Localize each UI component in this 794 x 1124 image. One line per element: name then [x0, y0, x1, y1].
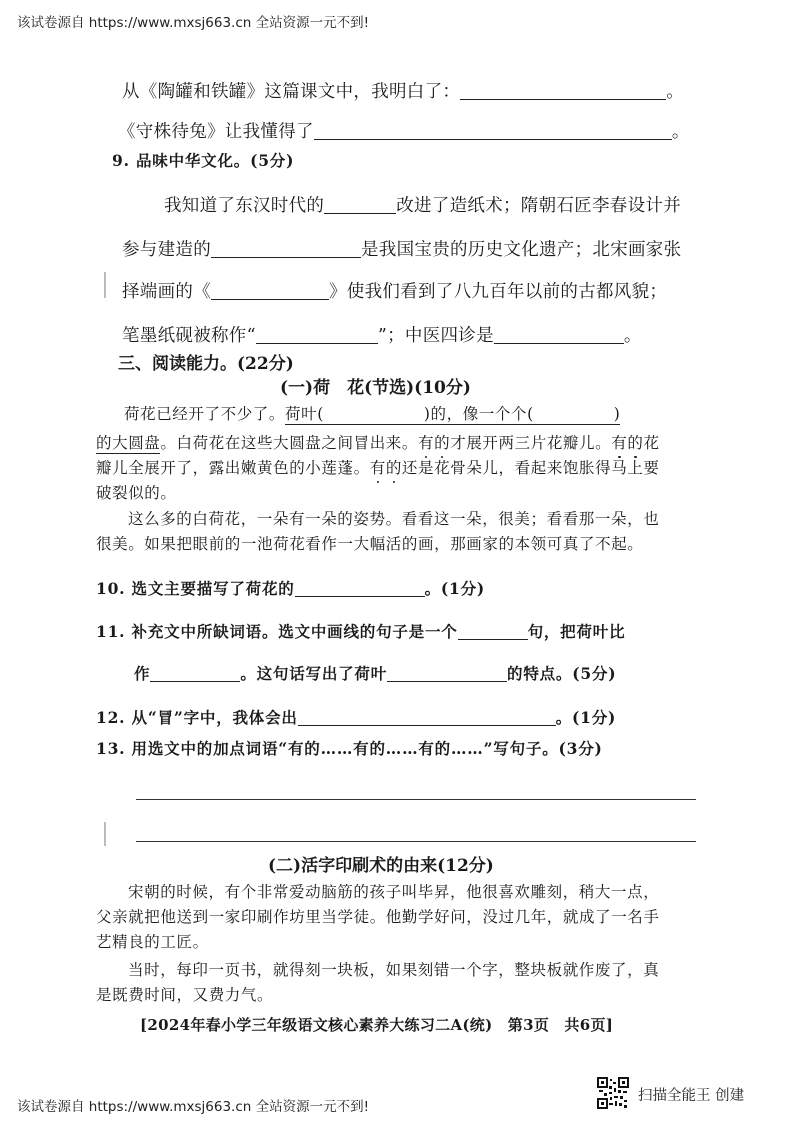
header-watermark: 该试卷源自 https://www.mxsj663.cn 全站资源一元不到! — [17, 15, 370, 31]
passage-1-line-3: 瓣儿全展开了，露出嫩黄色的小莲蓬。有的还是花骨朵儿，看起来饱胀得马上要 — [96, 456, 660, 478]
section-3-title: 三、阅读能力。(22分) — [118, 354, 294, 374]
passage-2-title: (二)活字印刷术的由来(12分) — [268, 856, 494, 876]
answer-blank[interactable] — [211, 240, 361, 259]
passage-1-title: (一)荷 花(节选)(10分) — [280, 378, 471, 398]
passage-1-line-6: 很美。如果把眼前的一池荷花看作一大幅活的画，那画家的本领可真了不起。 — [96, 535, 644, 553]
top-question-1: 从《陶罐和铁罐》这篇课文中，我明白了： 。 — [122, 82, 685, 102]
q10: 10. 选文主要描写了荷花的 。(1分) — [96, 579, 486, 598]
q13: 13. 用选文中的加点词语“有的……有的……有的……”写句子。(3分) — [96, 739, 603, 758]
answer-blank[interactable] — [150, 666, 240, 683]
passage-1-line-2: 的大圆盘。白荷花在这些大圆盘之间冒出来。有的才展开两三片花瓣儿。有的花 — [96, 431, 660, 453]
scanner-label: 扫描全能王 创建 — [638, 1088, 745, 1104]
q9-line-2: 参与建造的 是我国宝贵的历史文化遗产；北宋画家张 — [122, 240, 682, 260]
answer-blank[interactable] — [460, 82, 666, 101]
answer-blank[interactable] — [387, 666, 507, 683]
answer-line[interactable] — [136, 799, 696, 800]
margin-mark — [104, 272, 106, 298]
footer-watermark: 该试卷源自 https://www.mxsj663.cn 全站资源一元不到! — [17, 1099, 370, 1115]
answer-blank[interactable] — [324, 196, 396, 215]
passage-2-line-3: 艺精良的工匠。 — [96, 933, 209, 951]
passage-2-line-4: 当时，每印一页书，就得刻一块板，如果刻错一个字，整块板就作废了，真 — [128, 961, 660, 979]
answer-blank[interactable] — [314, 122, 672, 141]
answer-blank[interactable] — [458, 624, 528, 641]
answer-blank[interactable] — [298, 710, 556, 727]
q9-line-1: 我知道了东汉时代的 改进了造纸术；隋朝石匠李春设计并 — [164, 196, 682, 216]
answer-blank[interactable] — [256, 326, 378, 345]
passage-2-line-1: 宋朝的时候，有个非常爱动脑筋的孩子叫毕昇，他很喜欢雕刻，稍大一点， — [128, 883, 660, 901]
q12: 12. 从“冒”字中，我体会出 。(1分) — [96, 708, 617, 727]
qr-code-icon — [597, 1077, 629, 1109]
passage-1-line-5: 这么多的白荷花，一朵有一朵的姿势。看看这一朵，很美；看看那一朵，也 — [128, 510, 660, 528]
q11-line-1: 11. 补充文中所缺词语。选文中画线的句子是一个 句，把荷叶比 — [96, 622, 626, 641]
answer-line[interactable] — [136, 841, 696, 842]
q11-line-2: 作 。这句话写出了荷叶 的特点。(5分) — [134, 664, 617, 683]
page-footer: [2024年春小学三年级语文核心素养大练习二A(统) 第3页 共6页] — [140, 1016, 614, 1034]
passage-2-line-5: 是既费时间，又费力气。 — [96, 986, 274, 1004]
passage-2-line-2: 父亲就把他送到一家印刷作坊里当学徒。他勤学好问，没过几年，就成了一名手 — [96, 908, 660, 926]
q9-line-3: 择端画的《 》使我们看到了八九百年以前的古都风貌； — [122, 282, 668, 302]
top-question-2: 《守株待兔》让我懂得了 。 — [118, 122, 690, 142]
margin-mark — [104, 822, 106, 846]
passage-1-line-1: 荷花已经开了不少了。荷叶( )的，像一个个( ) — [124, 405, 621, 423]
answer-blank[interactable] — [494, 326, 624, 345]
q9-title: 9. 品味中华文化。(5分) — [112, 151, 295, 170]
passage-1-line-4: 破裂似的。 — [96, 484, 177, 502]
answer-blank[interactable] — [295, 581, 425, 598]
q9-line-4: 笔墨纸砚被称作“ ”；中医四诊是 。 — [122, 326, 642, 346]
answer-blank[interactable] — [211, 282, 329, 301]
